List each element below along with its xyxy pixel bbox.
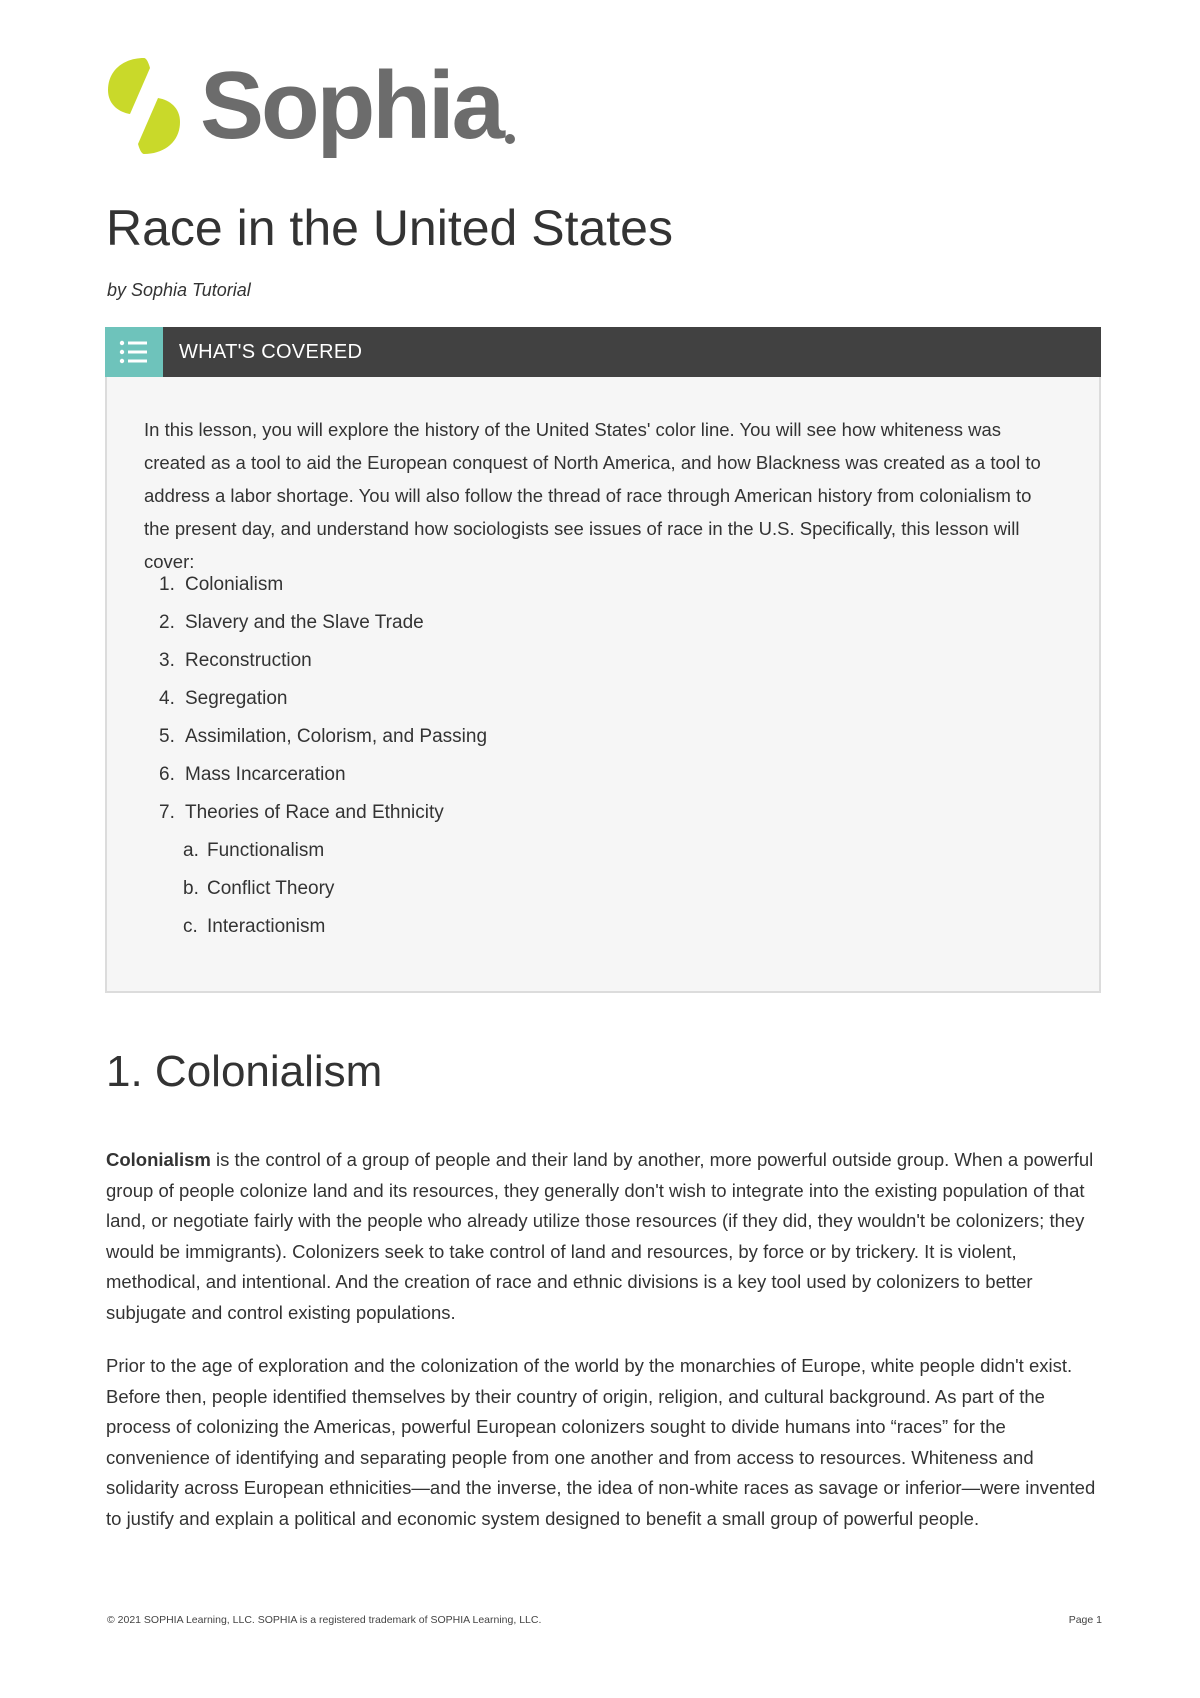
whats-covered-title: WHAT'S COVERED (179, 341, 363, 363)
copyright-notice: © 2021 SOPHIA Learning, LLC. SOPHIA is a registered trademark of SOPHIA Learning, LLC. (107, 1614, 542, 1626)
list-icon (105, 327, 163, 377)
outline-item: 6. Mass Incarceration (159, 764, 346, 785)
outline-item: 1. Colonialism (159, 574, 284, 595)
outline-subitem: a. Functionalism (183, 840, 325, 861)
outline-item: 4. Segregation (159, 688, 288, 709)
colonialism-paragraph-2: Prior to the age of exploration and the colonization of the world by the monarchies of Europe, white people didn't exist. Before then, people identified themselves by their country of origin, religion, and cultural background. As part of the process of colonizing the Americas, powerful European colonizers sought to divide humans into “races” for the convenience of identifying and separating people from one another and from access to resources. Whiteness and solidarity across European ethnicities—and the inverse, the idea of non-white races as savage or inferior—were invented to justify and explain a political and economic system designed to benefit a small group of powerful people. (106, 1355, 1096, 1529)
section-heading-colonialism: 1. Colonialism (106, 1047, 383, 1096)
outline-item: 3. Reconstruction (159, 650, 312, 671)
whats-covered-box (105, 327, 1101, 993)
covered-intro-text: In this lesson, you will explore the history of the United States' color line. You will see how whiteness was created as a tool to aid the European conquest of North America, and how Blackness was created as a tool to address a labor shortage. You will also follow the thread of race through American history from colonialism to the present day, and understand how sociologists see issues of race in the U.S. Specifically, this lesson will cover: (144, 419, 1041, 572)
whats-covered-header (105, 327, 1101, 377)
colonialism-paragraph-1: Colonialism is the control of a group of people and their land by another, more powerful outside group. When a powerful group of people colonize land and its resources, they generally don't wish to integrate into the existing population of that land, or negotiate fairly with the people who already utilize those resources (if they did, they wouldn't be colonizers; they would be immigrants). Colonizers seek to take control of land and resources, by force or by trickery. It is violent, methodical, and intentional. And the creation of race and ethnic divisions is a key tool used by colonizers to better subjugate and control existing populations. (106, 1149, 1094, 1323)
logo-wordmark: Sophia (200, 52, 503, 159)
document-title: Race in the United States (106, 200, 673, 256)
outline-subitem: b. Conflict Theory (183, 878, 335, 899)
byline: by Sophia Tutorial (107, 280, 251, 300)
outline-item: 7. Theories of Race and Ethnicity (159, 802, 444, 823)
key-term: Colonialism (106, 1149, 211, 1170)
logo-dot (505, 134, 515, 144)
page-footer (107, 1614, 1102, 1626)
sophia-logo-mark-icon (104, 56, 184, 156)
outline-subitem: c. Interactionism (183, 916, 326, 937)
outline-item: 5. Assimilation, Colorism, and Passing (159, 726, 488, 747)
page-number: Page 1 (1068, 1614, 1102, 1626)
lesson-outline (159, 573, 487, 953)
outline-item: 2. Slavery and the Slave Trade (159, 612, 424, 633)
sophia-logo (104, 52, 544, 159)
